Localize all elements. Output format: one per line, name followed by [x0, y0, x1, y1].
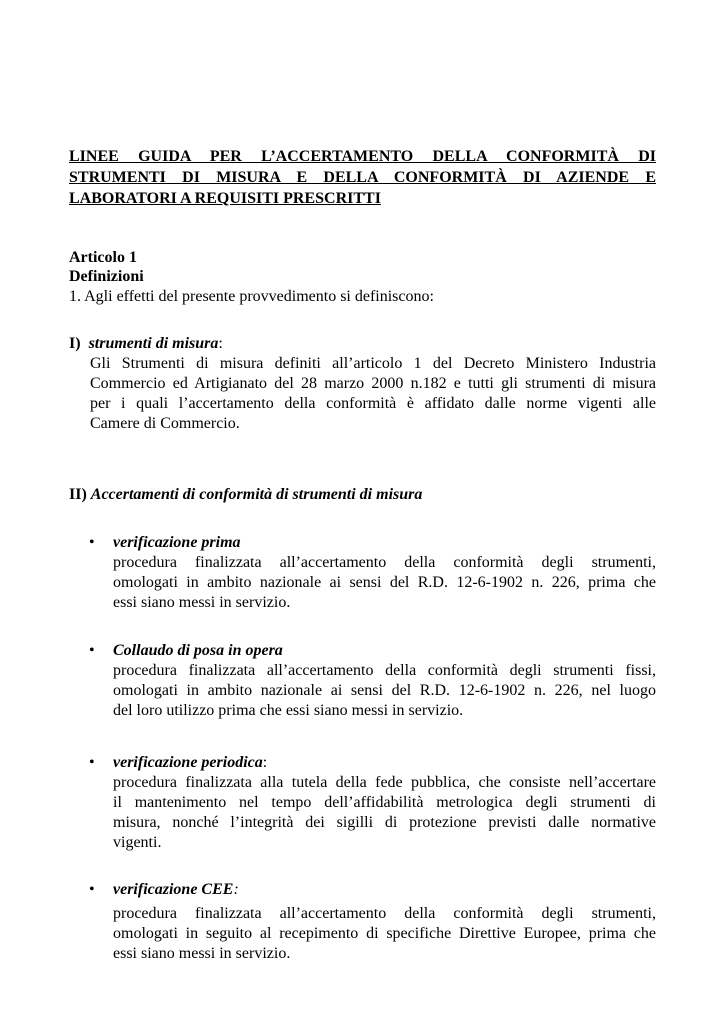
bullet-3-line: vigenti.: [113, 834, 162, 851]
bullet-3-line: misura, nonché l’integrità dei sigilli di protezione previsti dalle normative: [113, 814, 656, 831]
bullet-2-line: del loro utilizzo prima che essi siano messi in servizio.: [113, 702, 464, 719]
article-heading: Articolo 1: [69, 249, 137, 266]
section-1-line: Gli Strumenti di misura definiti all’articolo 1 del Decreto Ministero Industria: [90, 355, 656, 372]
bullet-3-heading: [113, 753, 267, 773]
bullet-icon: •: [89, 534, 95, 551]
title-line-1: LINEE GUIDA PER L’ACCERTAMENTO DELLA CONFORMITÀ DI: [69, 148, 656, 165]
bullet-1-heading: [113, 533, 241, 553]
bullet-2-line: omologati in ambito nazionale ai sensi del R.D. 12-6-1902 n. 226, nel luogo: [113, 682, 656, 699]
bullet-icon: •: [89, 881, 95, 898]
bullet-1-body: [113, 553, 656, 613]
bullet-1-line: essi siano messi in servizio.: [113, 594, 291, 611]
section-2-title: Accertamenti di conformità di strumenti di misura: [90, 486, 423, 503]
bullet-4-line: omologati in seguito al recepimento di specifiche Direttive Europee, prima che: [113, 925, 656, 942]
article-subheading: Definizioni: [69, 268, 144, 285]
section-1-body: [90, 354, 656, 434]
bullet-2-heading: [113, 641, 283, 661]
bullet-4-term: verificazione CEE: [113, 881, 234, 898]
bullet-icon: •: [89, 754, 95, 771]
title-line-2: STRUMENTI DI MISURA E DELLA CONFORMITÀ DI AZIENDE E: [69, 169, 656, 186]
bullet-3-term: verificazione periodica: [113, 754, 263, 771]
section-1-line: Commercio ed Artigianato del 28 marzo 2000 n.182 e tutti gli strumenti di misura: [90, 375, 656, 392]
bullet-icon: •: [89, 642, 95, 659]
bullet-4-body: [113, 904, 656, 964]
bullet-3-suffix: :: [262, 754, 268, 771]
section-2-marker: II): [69, 486, 87, 503]
article-intro: 1. Agli effetti del presente provvedimento si definiscono:: [69, 288, 434, 305]
section-1-colon: :: [218, 335, 223, 352]
title-line-3: LABORATORI A REQUISITI PRESCRITTI: [69, 190, 381, 207]
bullet-3-line: il mantenimento nel tempo dell’affidabilità metrologica degli strumenti di: [113, 794, 656, 811]
bullet-4-suffix: :: [233, 881, 239, 898]
bullet-3-body: [113, 773, 656, 853]
section-1-term: strumenti di misura: [88, 335, 219, 352]
bullet-3-line: procedura finalizzata alla tutela della fede pubblica, che consiste nell’accertare: [113, 774, 656, 791]
section-1-line: Camere di Commercio.: [90, 415, 240, 432]
bullet-1-term: verificazione prima: [113, 534, 241, 551]
bullet-2-term: Collaudo di posa in opera: [113, 642, 283, 659]
bullet-2-line: procedura finalizzata all’accertamento della conformità degli strumenti fissi,: [113, 662, 656, 679]
section-1-heading: [69, 334, 223, 354]
bullet-1-line: procedura finalizzata all’accertamento della conformità degli strumenti,: [113, 554, 656, 571]
bullet-1-line: omologati in ambito nazionale ai sensi del R.D. 12-6-1902 n. 226, prima che: [113, 574, 656, 591]
section-1-marker: I): [69, 335, 81, 352]
section-1-line: per i quali l’accertamento della conformità è affidato dalle norme vigenti alle: [90, 395, 656, 412]
bullet-2-body: [113, 661, 656, 721]
document-title: [69, 146, 656, 209]
bullet-4-heading: [113, 880, 239, 900]
bullet-4-line: essi siano messi in servizio.: [113, 945, 291, 962]
section-2-heading: [69, 485, 422, 505]
bullet-4-line: procedura finalizzata all’accertamento della conformità degli strumenti,: [113, 905, 656, 922]
